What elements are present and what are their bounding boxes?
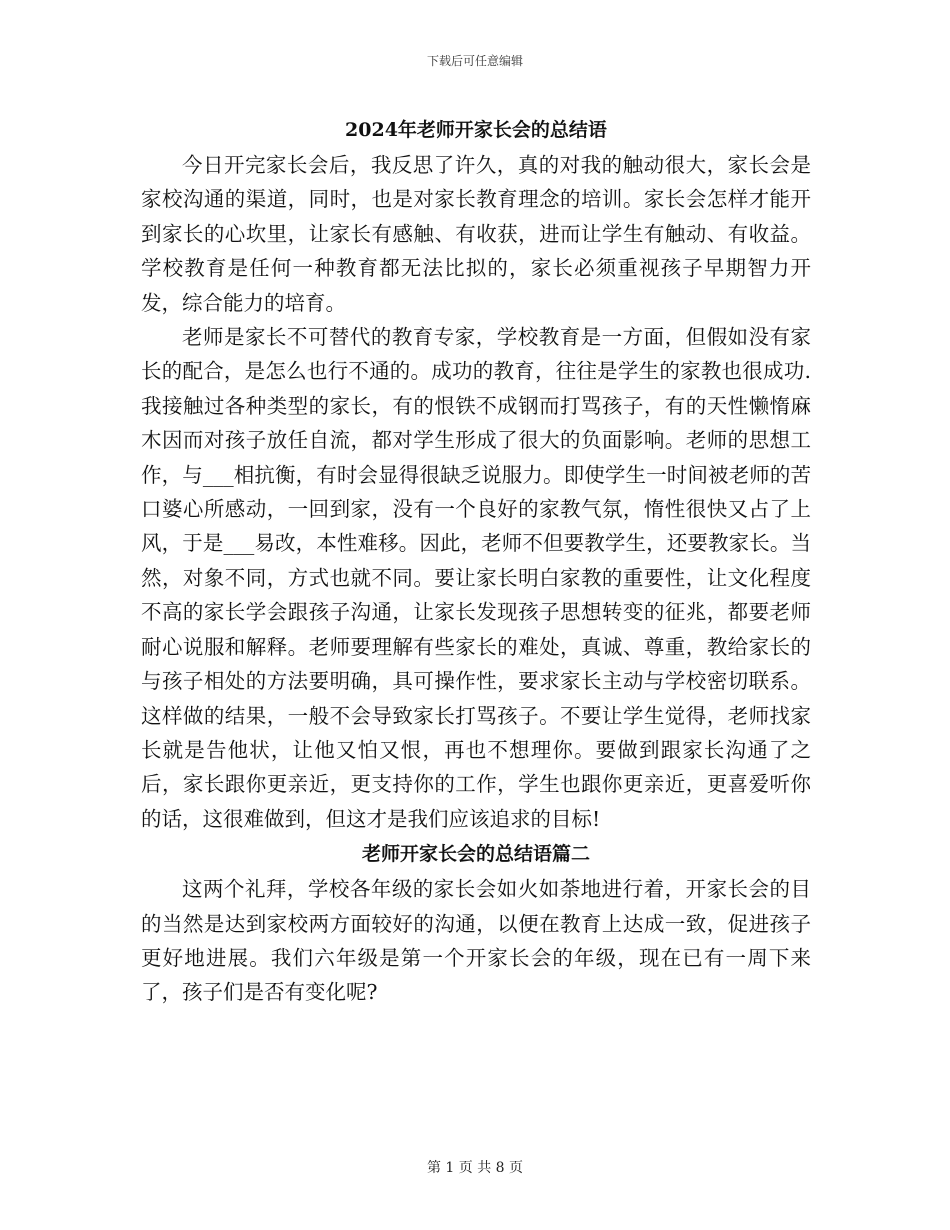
header-note: 下载后可任意编辑	[426, 54, 523, 68]
document-title: 2024年老师开家长会的总结语	[345, 119, 607, 141]
page-number: 第 1 页 共 8 页	[426, 1160, 524, 1176]
paragraph: 这两个礼拜，学校各年级的家长会如火如荼地进行着，开家长会的目的当然是达到家校两方面较好的沟通，以便在教育上达成一致，促进孩子更好地进展。我们六年级是第一个开家长会的年级，现在已有一周下来了，孩子们是否有变化呢?	[141, 877, 811, 1005]
section-title: 老师开家长会的总结语篇二	[361, 843, 590, 866]
document-body	[141, 112, 811, 1010]
paragraph: 今日开完家长会后，我反思了许久，真的对我的触动很大，家长会是家校沟通的渠道，同时，也是对家长教育理念的培训。家长会怎样才能开到家长的心坎里，让家长有感触、有收获，进而让学生有触动、有收益。学校教育是任何一种教育都无法比拟的，家长必须重视孩子早期智力开发，综合能力的培育。	[141, 153, 811, 315]
paragraph: 老师是家长不可替代的教育专家，学校教育是一方面，但假如没有家长的配合，是怎么也行不通的。成功的教育，往往是学生的家教也很成功.我接触过各种类型的家长，有的恨铁不成钢而打骂孩子，有的天性懒惰麻木因而对孩子放任自流，都对学生形成了很大的负面影响。老师的思想工作，与___相抗衡，有时会显得很缺乏说服力。即使学生一时间被老师的苦口婆心所感动，一回到家，没有一个良好的家教气氛，惰性很快又占了上风，于是___易改，本性难移。因此，老师不但要教学生，还要教家长。当然，对象不同，方式也就不同。要让家长明白家教的重要性，让文化程度不高的家长学会跟孩子沟通，让家长发现孩子思想转变的征兆，都要老师耐心说服和解释。老师要理解有些家长的难处，真诚、尊重，教给家长的与孩子相处的方法要明确，具可操作性，要求家长主动与学校密切联系。这样做的结果，一般不会导致家长打骂孩子。不要让学生觉得，老师找家长就是告他状，让他又怕又恨，再也不想理你。要做到跟家长沟通了之后，家长跟你更亲近，更支持你的工作，学生也跟你更亲近，更喜爱听你的话，这很难做到，但这才是我们应该追求的目标!	[141, 325, 811, 831]
